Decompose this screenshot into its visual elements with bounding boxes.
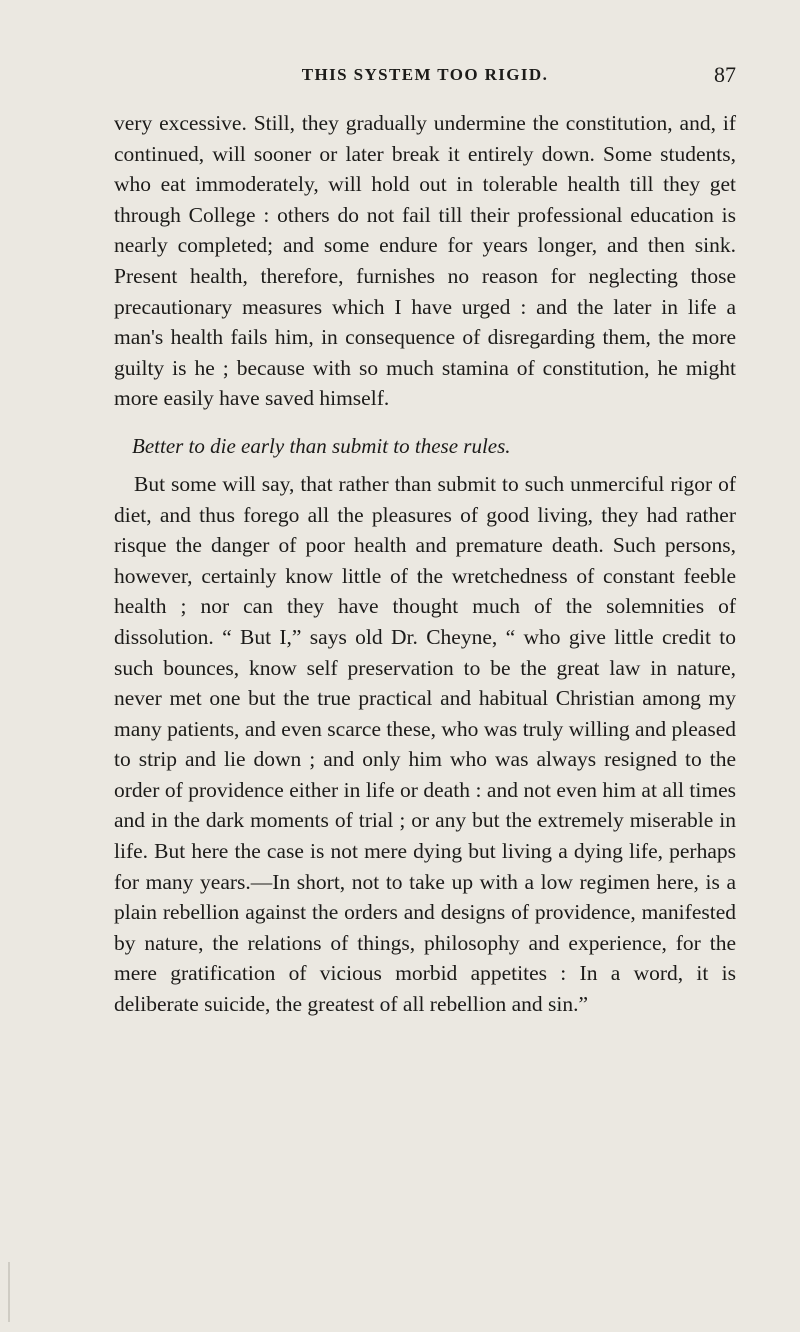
paragraph: But some will say, that rather than submit to such unmerciful rigor of diet, and thus forego all the pleasures of good living, they had rather risque the danger of poor health and premature death. Such persons, however, certainly know little of the wretchedness of constant feeble health ; nor can they have thought much of the solemnities of dissolution. “ But I,” says old Dr. Cheyne, “ who give little credit to such bounces, know self preservation to be the great law in nature, never met one but the true practical and habitual Christian among my many patients, and even scarce these, who was truly willing and pleased to strip and lie down ; and only him who was always resigned to the order of providence either in life or death : and not even him at all times and in the dark moments of trial ; or any but the extremely miserable in life. But here the case is not mere dying but living a dying life, perhaps for many years.—In short, not to take up with a low regimen here, is a plain rebellion against the orders and designs of providence, manifested by nature, the relations of things, philosophy and experience, for the mere gratification of vicious morbid appetites : In a word, it is deliberate suicide, the greatest of all rebellion and sin.” [114, 471, 736, 1017]
paragraph-continued: very excessive. Still, they gradually undermine the constitution, and, if continued, will sooner or later break it entirely down. Some students, who eat immoderately, will hold out in tolerable health till they get through College : others do not fail till their professional education is nearly completed; and some endure for years longer, and then sink. Present health, therefore, furnishes no reason for neglecting those precautionary measures which I have urged : and the later in life a man's health fails him, in consequence of disregarding them, the more guilty is he ; because with so much stamina of constitution, he might more easily have saved himself. [114, 111, 736, 411]
page-edge-mark [8, 1262, 10, 1322]
running-title: THIS SYSTEM TOO RIGID. [301, 65, 549, 84]
running-head [114, 62, 736, 88]
page-number: 87 [714, 62, 736, 87]
body-text [114, 108, 736, 1020]
section-heading: Better to die early than submit to these rules. [132, 433, 511, 458]
